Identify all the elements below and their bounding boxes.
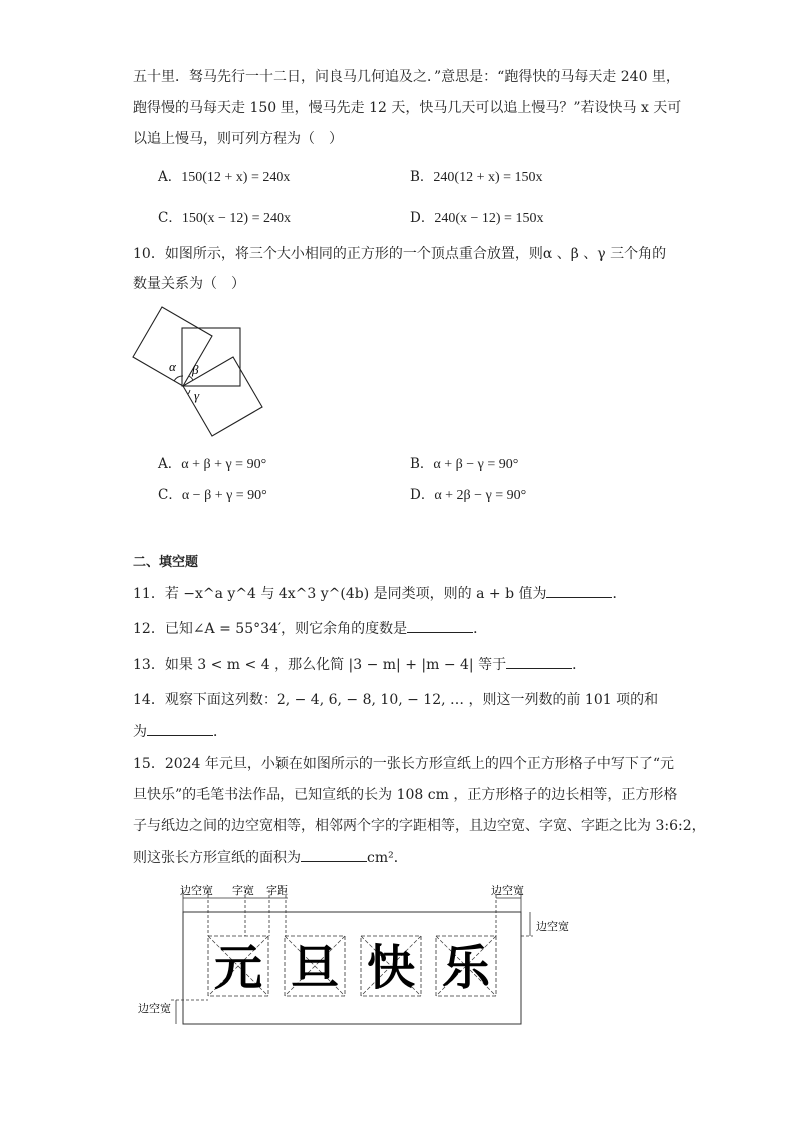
q10-option-d-expr: α + 2β − γ = 90°: [434, 488, 527, 503]
q10-option-b[interactable]: [410, 452, 518, 473]
q10-option-c[interactable]: [158, 483, 267, 504]
beta-label: β: [192, 362, 199, 377]
q14-end: ．: [213, 724, 227, 740]
q10-option-b-label: B．: [410, 456, 434, 472]
char-cell-1: [208, 936, 268, 996]
q15-line-3: 子与纸边之间的边空宽相等，相邻两个字的字距相等，且边空宽、字宽、字距之比为 3:6:2，: [133, 818, 706, 834]
q10-option-b-expr: α + β − γ = 90°: [433, 457, 519, 472]
margin-label-left-side: 边空宽: [138, 1003, 171, 1015]
char-le: 乐: [441, 942, 491, 995]
q11-end: ．: [612, 586, 627, 602]
q10-option-a[interactable]: [158, 452, 266, 473]
q11-text: 11．若 −x^a y^4 与 4x^3 y^(4b) 是同类项，则的 a + b 值为: [133, 586, 547, 602]
q11: [133, 583, 626, 604]
q14-answer-blank[interactable]: [147, 721, 213, 736]
calligraphy-paper-figure: [138, 878, 588, 1033]
q10-line-1: 10．如图所示，将三个大小相同的正方形的一个顶点重合放置，则α 、β 、γ 三个角的: [133, 246, 667, 262]
q14-line-1: 14．观察下面这列数：2, − 4, 6, − 8, 10, − 12, … ，则这一列数的前 101 项的和: [133, 692, 659, 708]
q9-option-b-expr: 240(12 + x) = 150x: [433, 170, 543, 185]
q9-option-b[interactable]: [410, 165, 543, 186]
q9-option-a-label: A．: [158, 169, 182, 185]
q15-line-1: 15．2024 年元旦，小颖在如图所示的一张长方形宣纸上的四个正方形格子中写下了“元: [133, 756, 675, 772]
q12: [133, 618, 487, 639]
q9-option-d[interactable]: [410, 206, 543, 227]
char-yuan: 元: [213, 942, 263, 995]
q13-answer-blank[interactable]: [506, 654, 572, 669]
margin-label-top-left: 边空宽: [180, 885, 213, 897]
q9-option-c-expr: 150(x − 12) = 240x: [181, 211, 291, 226]
q9-option-d-label: D．: [410, 210, 435, 226]
q15-line-2: 旦快乐”的毛笔书法作品，已知宣纸的长为 108 cm ，正方形格子的边长相等，正方形格: [133, 787, 678, 803]
q11-answer-blank[interactable]: [546, 583, 612, 598]
gamma-label: γ: [194, 388, 200, 403]
q12-answer-blank[interactable]: [407, 618, 473, 633]
char-width-label: 字宽: [232, 885, 254, 897]
q9-line-3: 以追上慢马，则可列方程为（ ）: [133, 131, 343, 147]
margin-label-right-side: 边空宽: [536, 921, 569, 933]
q10-line-2: 数量关系为（ ）: [133, 276, 245, 292]
char-cell-2: [285, 936, 345, 996]
q9-line-2: 跑得慢的马每天走 150 里，慢马先走 12 天，快马几天可以追上慢马？”若设快马 x 天可: [133, 100, 682, 116]
q10-option-c-label: C．: [158, 487, 182, 503]
left-tilted-square: [133, 307, 212, 386]
section-title: 二、填空题: [133, 555, 199, 570]
q9-option-c[interactable]: [158, 206, 291, 227]
q12-end: ．: [473, 621, 488, 637]
q15-line-4: [133, 847, 408, 868]
q10-option-a-label: A．: [158, 456, 182, 472]
q14-line-2-prefix: 为: [133, 724, 147, 740]
char-dan: 旦: [290, 942, 340, 995]
char-kuai: 快: [366, 942, 416, 995]
q9-option-d-expr: 240(x − 12) = 150x: [434, 211, 544, 226]
char-cell-3: [361, 936, 421, 996]
q14-line-2: [133, 721, 227, 742]
q9-option-c-label: C．: [158, 210, 182, 226]
q15-line-4-prefix: 则这张长方形宣纸的面积为: [133, 850, 301, 866]
char-gap-label: 字距: [266, 885, 288, 897]
char-cell-4: [436, 936, 496, 996]
q9-option-b-label: B．: [410, 169, 434, 185]
q10-option-d-label: D．: [410, 487, 435, 503]
q9-line-1: 五十里．驽马先行一十二日，问良马几何追及之．”意思是：“跑得快的马每天走 240 里，: [133, 69, 680, 85]
q9-option-a-expr: 150(12 + x) = 240x: [181, 170, 291, 185]
q13-text: 13．如果 3 < m < 4 ，那么化简 |3 − m| + |m − 4| 等于: [133, 657, 507, 673]
q15-answer-blank[interactable]: [301, 847, 367, 862]
q10-option-c-expr: α − β + γ = 90°: [181, 488, 267, 503]
q15-line-4-suffix: cm²．: [367, 850, 408, 866]
q13: [133, 654, 586, 675]
q13-end: ．: [572, 657, 587, 673]
margin-label-top-right: 边空宽: [491, 885, 524, 897]
q9-option-a[interactable]: [158, 165, 290, 186]
q10-option-a-expr: α + β + γ = 90°: [181, 457, 267, 472]
q10-option-d[interactable]: [410, 483, 526, 504]
gamma-arc: [188, 390, 190, 394]
q12-text: 12．已知∠A = 55°34′，则它余角的度数是: [133, 621, 408, 637]
three-squares-figure: [128, 300, 268, 442]
alpha-label: α: [169, 359, 176, 374]
